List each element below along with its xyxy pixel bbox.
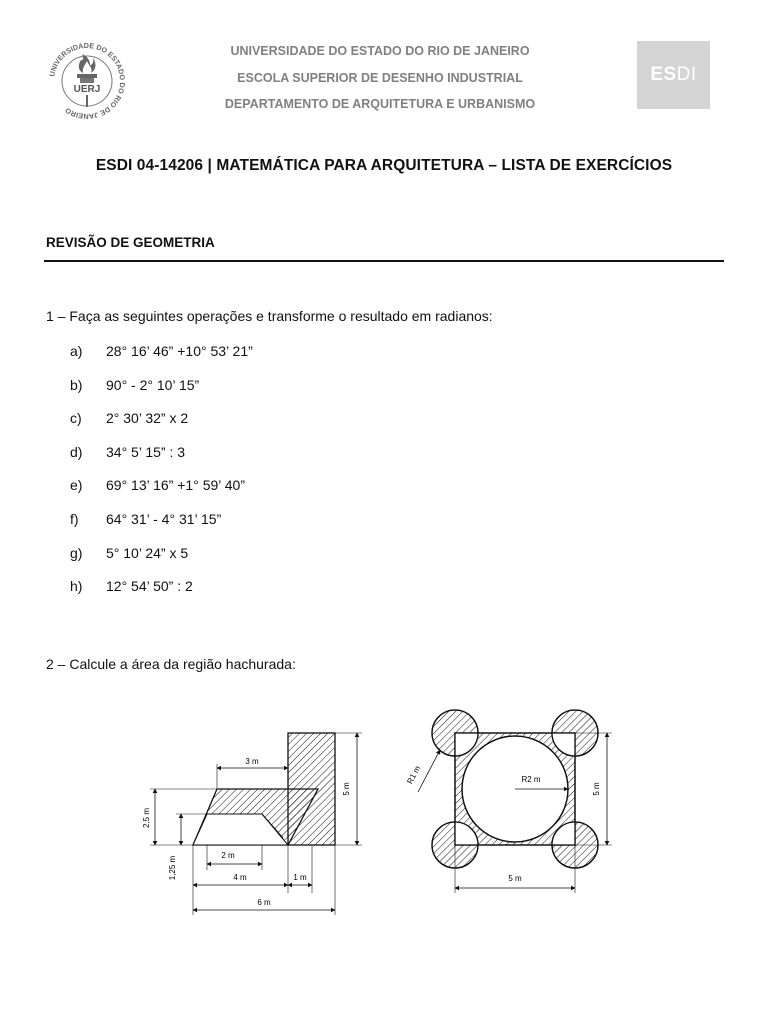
header-line-university: UNIVERSIDADE DO ESTADO DO RIO DE JANEIRO — [230, 44, 530, 58]
item-label: c) — [70, 410, 82, 427]
dim-label-5m-right2: 5 m — [592, 782, 601, 796]
dim-label-1m: 1 m — [293, 873, 307, 882]
hatched-region-figures — [130, 700, 630, 930]
dim-label-3m: 3 m — [245, 757, 259, 766]
item-label: f) — [70, 510, 79, 527]
logo-ring-text: UNIVERSIDADE DO ESTADO DO RIO DE JANEIRO — [47, 40, 128, 122]
dim-label-1-25m: 1,25 m — [168, 855, 177, 881]
item-expression: 12° 54’ 50” : 2 — [106, 578, 193, 595]
esdi-logo — [637, 41, 710, 109]
question-1-list — [70, 342, 253, 611]
dim-line-r1 — [418, 750, 440, 792]
item-label: a) — [70, 343, 83, 359]
dim-label-5m-right: 5 m — [342, 782, 351, 796]
dim-label-5m-bottom: 5 m — [508, 874, 522, 883]
item-label: b) — [70, 376, 83, 393]
list-item — [70, 376, 253, 410]
dim-label-2m: 2 m — [221, 851, 235, 860]
question-1-text: 1 – Faça as seguintes operações e transforme o resultado em radianos: — [46, 308, 493, 324]
item-expression: 69° 13’ 16” +1° 59’ 40” — [106, 477, 245, 494]
list-item — [70, 342, 253, 376]
dim-label-6m: 6 m — [257, 898, 271, 907]
figure-1-trapezoid-wall — [142, 733, 362, 915]
item-label: d) — [70, 443, 83, 460]
item-label: h) — [70, 578, 83, 595]
section-divider — [44, 260, 724, 262]
institution-header — [190, 38, 570, 118]
list-item — [70, 510, 253, 544]
document-title: ESDI 04-14206 | MATEMÁTICA PARA ARQUITETURA – LISTA DE EXERCÍCIOS — [95, 157, 673, 174]
item-expression: 64° 31’ - 4° 31’ 15” — [106, 510, 222, 527]
item-expression: 28° 16’ 46” +10° 53’ 21” — [106, 343, 253, 359]
dim-label-4m: 4 m — [233, 873, 247, 882]
list-item — [70, 476, 253, 510]
section-title: REVISÃO DE GEOMETRIA — [46, 235, 215, 250]
item-expression: 34° 5’ 15” : 3 — [106, 443, 186, 460]
figure-2-square-circles — [405, 710, 612, 893]
uerj-logo — [44, 38, 130, 124]
list-item — [70, 443, 253, 477]
esdi-logo-bold: ES — [650, 64, 677, 85]
list-item — [70, 544, 253, 578]
dim-label-r1: R1 m — [405, 764, 423, 786]
item-expression: 90° - 2° 10’ 15” — [106, 376, 200, 393]
header-line-department: DEPARTAMENTO DE ARQUITETURA E URBANISMO — [224, 97, 536, 111]
dim-label-2-5m: 2,5 m — [142, 807, 151, 829]
esdi-logo-light: DI — [676, 64, 697, 85]
logo-center-text: UERJ — [73, 84, 101, 95]
item-expression: 5° 10’ 24” x 5 — [106, 544, 189, 561]
item-expression: 2° 30’ 32” x 2 — [106, 410, 189, 427]
list-item — [70, 409, 253, 443]
item-label: e) — [70, 477, 83, 494]
list-item — [70, 577, 253, 611]
dim-label-r2: R2 m — [521, 775, 541, 784]
header-line-school: ESCOLA SUPERIOR DE DESENHO INDUSTRIAL — [237, 70, 523, 85]
question-2-text: 2 – Calcule a área da região hachurada: — [46, 656, 296, 672]
item-label: g) — [70, 544, 83, 561]
